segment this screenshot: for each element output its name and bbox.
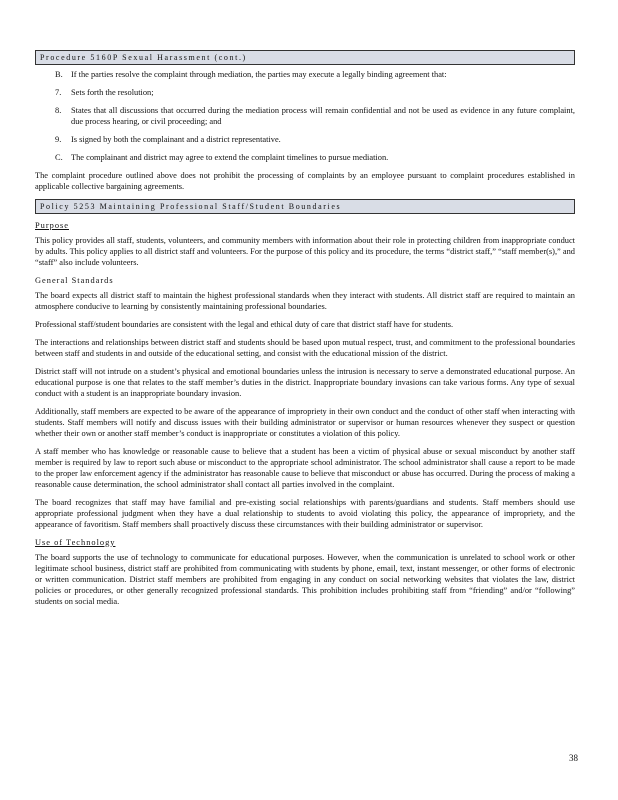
general-standards-heading: General Standards xyxy=(35,276,114,285)
list-item xyxy=(35,134,575,145)
general-paragraph: Additionally, staff members are expected to be aware of the appearance of impropriety in their own conduct and the conduct of other staff when interacting with students. Staff members will notify and discuss issues with their building administrator or supervisor or human resources whenever they suspect or question whether their own or another staff member’s conduct is inappropriate or constitutes a violation of this policy. xyxy=(35,407,575,438)
page-number: 38 xyxy=(569,753,578,763)
general-paragraph: The board expects all district staff to maintain the highest professional standards when they interact with students. All district staff are required to maintain an atmosphere conducive to learning by consistently maintaining professional boundaries. xyxy=(35,291,575,311)
list-item xyxy=(35,87,575,98)
list-marker: 9. xyxy=(55,135,62,144)
list-item xyxy=(35,69,575,80)
general-paragraph: District staff will not intrude on a student’s physical and emotional boundaries unless the intrusion is necessary to serve a demonstrated educational purpose. An educational purpose is one that relates to the staff member’s duties in the district. Inappropriate boundary invasions can take various forms. Any type of sexual conduct with a student is an inappropriate boundary invasion. xyxy=(35,367,575,398)
general-paragraph: The board recognizes that staff may have familial and pre-existing social relationships with parents/guardians and students. Staff members should use appropriate professional judgment when they have a dual relationship to students to avoid violating this policy, the appearance of impropriety, and the appearance of favoritism. Staff members shall proactively discuss these circumstances with their building administrator or supervisor. xyxy=(35,498,575,529)
list-item xyxy=(35,152,575,163)
list-marker: 8. xyxy=(55,106,62,115)
list-marker: 7. xyxy=(55,88,62,97)
list-text: States that all discussions that occurred during the mediation process will remain confidential and not be used as evidence in any future complaint, due process hearing, or civil proceeding; and xyxy=(71,106,575,126)
general-paragraph: Professional staff/student boundaries are consistent with the legal and ethical duty of care that district staff have for students. xyxy=(35,320,454,329)
section-header-procedure-5160p: Procedure 5160P Sexual Harassment (cont.) xyxy=(35,50,575,65)
section-header-policy-5253: Policy 5253 Maintaining Professional Staff/Student Boundaries xyxy=(35,199,575,214)
list-text: Sets forth the resolution; xyxy=(71,88,154,97)
document-page xyxy=(35,50,575,614)
technology-paragraph: The board supports the use of technology to communicate for educational purposes. However, when the communication is unrelated to school work or other legitimate school business, district staff are prohibited from communicating with students by phone, email, text, instant messenger, or other forms of electronic or written communication. District staff members are prohibited from engaging in any conduct on social networking websites that violates the law, district policies or procedures, or other generally recognized professional standards. This prohibition includes prohibiting staff from “friending” and/or “following” students on social media. xyxy=(35,553,575,606)
list-item xyxy=(35,105,575,127)
general-paragraph: A staff member who has knowledge or reasonable cause to believe that a student has been a victim of physical abuse or sexual misconduct by another staff member is required by law to report such abuse or misconduct to the appropriate school administrator. The school administrator shall cause a report to be made to the proper law enforcement agency if the administrator has reasonable cause to believe that misconduct or abuse has occurred. During the process of making a reasonable cause determination, the school administrator shall contact all parties involved in the complaint. xyxy=(35,447,575,489)
list-marker: C. xyxy=(55,153,63,162)
list-text: If the parties resolve the complaint through mediation, the parties may execute a legally binding agreement that: xyxy=(71,70,447,79)
mediation-list xyxy=(35,69,575,163)
use-of-technology-heading: Use of Technology xyxy=(35,538,116,547)
list-marker: B. xyxy=(55,70,63,79)
general-paragraph: The interactions and relationships between district staff and students should be based upon mutual respect, trust, and commitment to the professional boundaries between staff and students in and outside of the educational setting, and consist with the educational mission of the district. xyxy=(35,338,575,358)
list-text: Is signed by both the complainant and a district representative. xyxy=(71,135,281,144)
list-text: The complainant and district may agree to extend the complaint timelines to pursue mediation. xyxy=(71,153,389,162)
complaint-procedure-paragraph: The complaint procedure outlined above does not prohibit the processing of complaints by an employee pursuant to complaint procedures established in applicable collective bargaining agreements. xyxy=(35,171,575,191)
purpose-paragraph: This policy provides all staff, students, volunteers, and community members with information about their role in protecting children from inappropriate conduct by adults. This policy applies to all district staff and volunteers. For the purpose of this policy and its procedure, the terms “district staff,” “staff member(s),” and “staff” also include volunteers. xyxy=(35,236,575,267)
purpose-heading: Purpose xyxy=(35,221,69,230)
